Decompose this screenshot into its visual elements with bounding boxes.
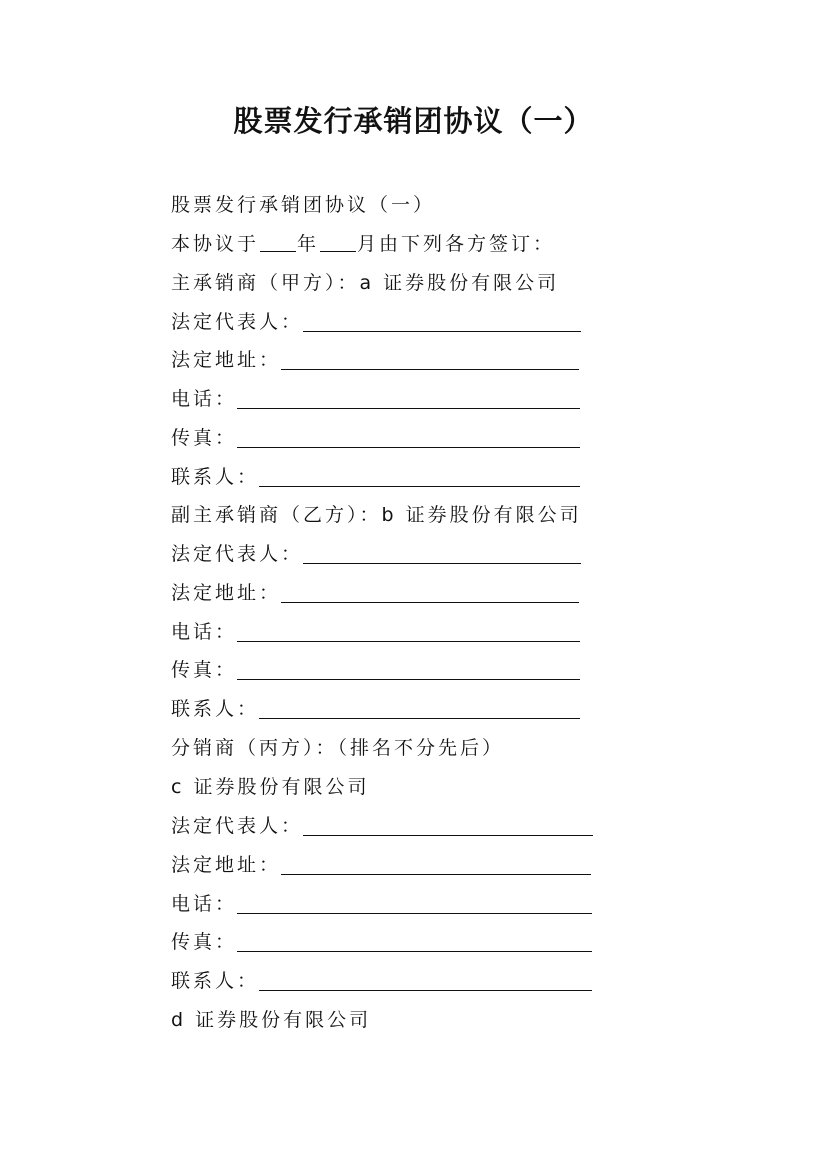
party-b-phone-row	[171, 619, 580, 645]
company-c-phone-row	[171, 891, 592, 917]
party-a-address-field[interactable]	[281, 350, 579, 370]
company-c-contact-field[interactable]	[259, 971, 592, 991]
party-a-contact-row	[171, 464, 580, 490]
party-b-phone-label: 电话：	[171, 621, 238, 643]
party-a-legal-rep-label: 法定代表人：	[171, 311, 304, 333]
party-a-contact-label: 联系人：	[171, 466, 260, 488]
company-c-legal-rep-label: 法定代表人：	[171, 815, 304, 837]
party-b-address-field[interactable]	[281, 583, 579, 603]
party-a-fax-row	[171, 425, 580, 451]
party-b-phone-field[interactable]	[237, 622, 580, 642]
date-line	[171, 231, 555, 257]
party-b-legal-rep-label: 法定代表人：	[171, 543, 304, 565]
month-blank[interactable]	[320, 232, 356, 252]
party-a-legal-rep-row	[171, 309, 581, 335]
company-c-address-row	[171, 852, 591, 878]
party-b-legal-rep-field[interactable]	[303, 544, 581, 564]
party-b-contact-field[interactable]	[259, 699, 580, 719]
party-a-phone-row	[171, 386, 580, 412]
date-line-prefix: 本协议于	[171, 233, 260, 255]
party-a-heading: 主承销商（甲方）：a 证券股份有限公司	[171, 272, 560, 294]
party-b-address-label: 法定地址：	[171, 582, 282, 604]
party-a-contact-field[interactable]	[259, 467, 580, 487]
company-d-name: d 证券股份有限公司	[171, 1009, 372, 1031]
party-b-fax-label: 传真：	[171, 659, 238, 681]
party-b-fax-field[interactable]	[237, 660, 580, 680]
party-b-fax-row	[171, 657, 580, 683]
company-c-fax-label: 传真：	[171, 931, 238, 953]
party-b-legal-rep-row	[171, 541, 581, 567]
party-a-fax-label: 传真：	[171, 427, 238, 449]
party-a-phone-label: 电话：	[171, 388, 238, 410]
company-c-contact-label: 联系人：	[171, 970, 260, 992]
company-c-fax-row	[171, 929, 592, 955]
party-a-phone-field[interactable]	[237, 389, 580, 409]
company-c-address-field[interactable]	[281, 855, 591, 875]
party-a-address-row	[171, 347, 579, 373]
party-a-address-label: 法定地址：	[171, 349, 282, 371]
company-c-address-label: 法定地址：	[171, 854, 282, 876]
company-c-legal-rep-field[interactable]	[303, 816, 593, 836]
party-b-contact-label: 联系人：	[171, 698, 260, 720]
party-b-heading: 副主承销商（乙方）：b 证券股份有限公司	[171, 504, 582, 526]
company-c-contact-row	[171, 968, 592, 994]
date-line-year: 年	[297, 233, 320, 255]
date-line-suffix: 月由下列各方签订：	[357, 233, 556, 255]
party-a-legal-rep-field[interactable]	[303, 312, 581, 332]
company-c-fax-field[interactable]	[237, 932, 592, 952]
party-b-contact-row	[171, 696, 580, 722]
company-c-name: c 证券股份有限公司	[171, 776, 370, 798]
party-a-fax-field[interactable]	[237, 428, 580, 448]
party-b-address-row	[171, 580, 579, 606]
repeat-title: 股票发行承销团协议（一）	[171, 194, 436, 216]
company-c-phone-label: 电话：	[171, 893, 238, 915]
company-c-phone-field[interactable]	[237, 894, 592, 914]
company-c-legal-rep-row	[171, 813, 593, 839]
party-c-heading: 分销商（丙方）：（排名不分先后）	[171, 737, 505, 759]
document-title: 股票发行承销团协议（一）	[233, 104, 594, 138]
year-blank[interactable]	[260, 232, 296, 252]
